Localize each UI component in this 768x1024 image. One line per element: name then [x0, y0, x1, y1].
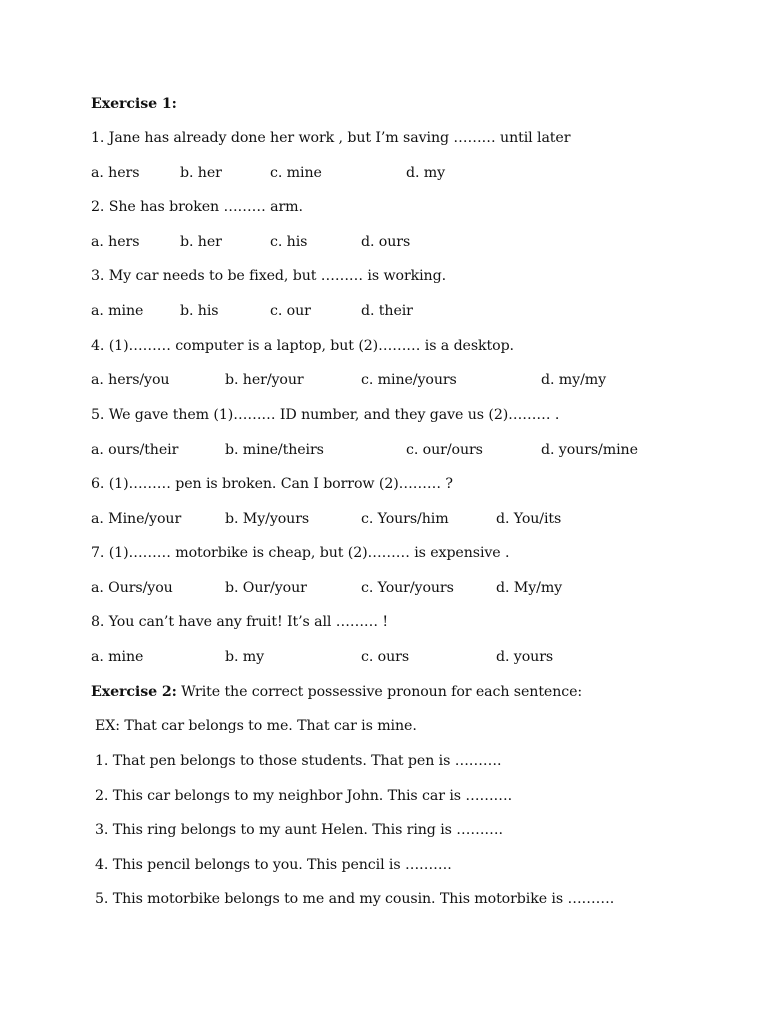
option-d: d. yours/mine [541, 442, 638, 458]
option-c: c. Yours/him [361, 511, 449, 527]
exercise-2-example: EX: That car belongs to me. That car is mine. [95, 718, 417, 734]
exercise-1-heading: Exercise 1: [91, 96, 177, 112]
option-d: d. my/my [541, 372, 607, 388]
exercise-2-item-1: 1. That pen belongs to those students. That pen is ………. [95, 753, 502, 769]
option-c: c. our/ours [406, 442, 483, 458]
option-a: a. mine [91, 303, 144, 319]
exercise-2-heading: Exercise 2: [91, 684, 177, 700]
option-b: b. My/yours [225, 511, 310, 527]
option-d: d. ours [361, 234, 411, 250]
exercise-2-instruction: Write the correct possessive pronoun for each sentence: [176, 684, 583, 700]
question-8: 8. You can’t have any fruit! It’s all ……… ! [91, 614, 389, 630]
question-6: 6. (1)……… pen is broken. Can I borrow (2)……… ? [91, 476, 453, 492]
option-b: b. mine/theirs [225, 442, 324, 458]
option-d: d. My/my [496, 580, 563, 596]
option-b: b. Our/your [225, 580, 307, 596]
option-b: b. my [225, 649, 265, 665]
exercise-2-item-4: 4. This pencil belongs to you. This pencil is ………. [95, 857, 452, 873]
option-d: d. my [406, 165, 446, 181]
question-7: 7. (1)……… motorbike is cheap, but (2)……… is expensive . [91, 545, 510, 561]
option-b: b. her/your [225, 372, 304, 388]
option-d: d. yours [496, 649, 554, 665]
question-1: 1. Jane has already done her work , but I’m saving ……… until later [91, 130, 571, 146]
option-d: d. You/its [496, 511, 562, 527]
option-a: a. mine [91, 649, 144, 665]
option-b: b. her [180, 165, 222, 181]
exercise-2-item-5: 5. This motorbike belongs to me and my cousin. This motorbike is ………. [95, 891, 615, 907]
option-b: b. her [180, 234, 222, 250]
exercise-2-item-3: 3. This ring belongs to my aunt Helen. This ring is ………. [95, 822, 503, 838]
option-a: a. hers [91, 165, 140, 181]
option-c: c. Your/yours [361, 580, 454, 596]
option-c: c. mine [270, 165, 322, 181]
option-a: a. hers/you [91, 372, 170, 388]
question-2: 2. She has broken ……… arm. [91, 199, 303, 215]
option-a: a. ours/their [91, 442, 179, 458]
option-c: c. ours [361, 649, 410, 665]
question-5: 5. We gave them (1)……… ID number, and they gave us (2)……… . [91, 407, 560, 423]
option-c: c. mine/yours [361, 372, 457, 388]
question-4: 4. (1)……… computer is a laptop, but (2)……… is a desktop. [91, 338, 514, 354]
option-b: b. his [180, 303, 219, 319]
option-a: a. Ours/you [91, 580, 173, 596]
option-a: a. hers [91, 234, 140, 250]
option-d: d. their [361, 303, 413, 319]
option-c: c. his [270, 234, 308, 250]
exercise-2-header [91, 682, 582, 702]
option-a: a. Mine/your [91, 511, 182, 527]
option-c: c. our [270, 303, 311, 319]
exercise-2-item-2: 2. This car belongs to my neighbor John. This car is ………. [95, 788, 513, 804]
question-3: 3. My car needs to be fixed, but ……… is working. [91, 268, 446, 284]
